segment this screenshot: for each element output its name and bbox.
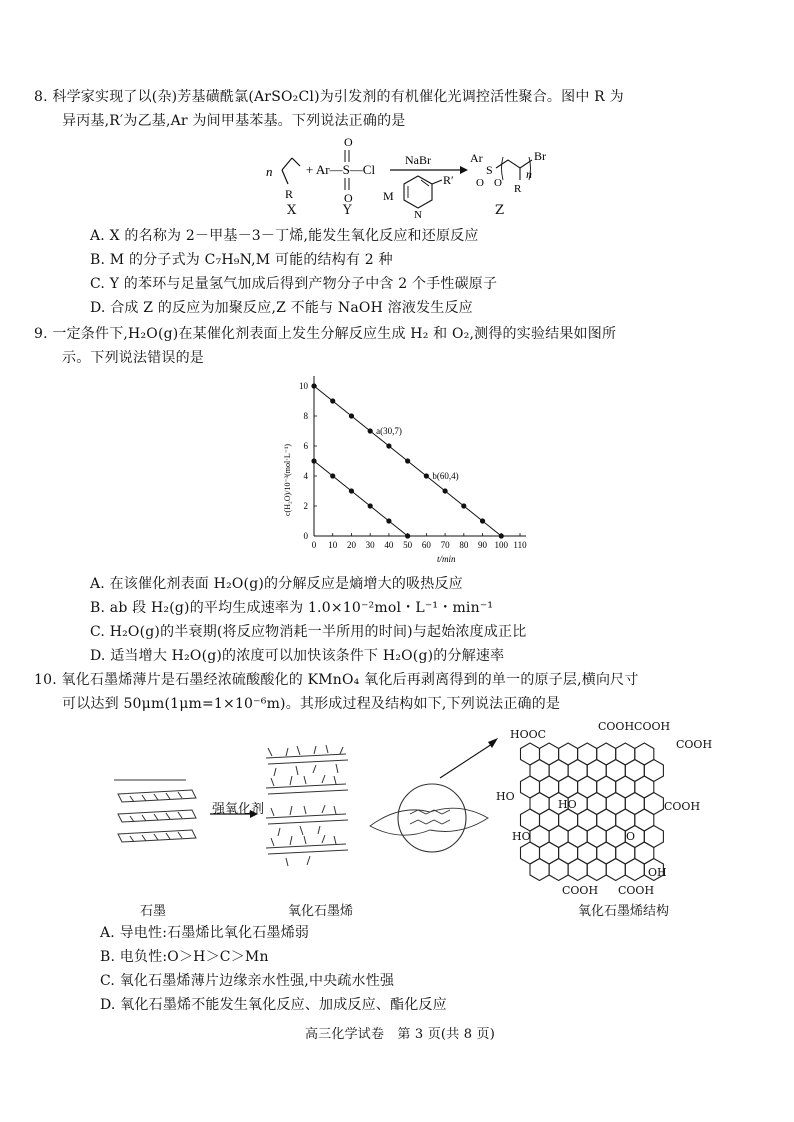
q8-option-a: A. X 的名称为 2－甲基－3－丁烯,能发生氧化反应和还原反应 xyxy=(90,228,479,244)
single-sheet-image xyxy=(370,784,488,852)
polymer-o2: O xyxy=(494,177,502,189)
y-tick-label: 10 xyxy=(299,381,308,391)
lattice-hexagon xyxy=(549,859,568,881)
q8-option-d: D. 合成 Z 的反应为加聚反应,Z 不能与 NaOH 溶液发生反应 xyxy=(90,300,473,316)
label-hooc-top: HOOC xyxy=(510,728,547,741)
x-tick-label: 10 xyxy=(328,540,338,550)
page-footer: 高三化学试卷 第 3 页(共 8 页) xyxy=(305,1027,496,1042)
label-oh-bottom: OH xyxy=(648,866,667,879)
label-cooh-right-top: COOH xyxy=(676,738,713,751)
data-point-lower xyxy=(368,503,373,508)
label-cooh-bottom-left: COOH xyxy=(562,884,599,897)
polymer-s: S xyxy=(486,163,493,177)
y-tick-label: 4 xyxy=(303,471,308,481)
q10-stem-line1: 10. 氧化石墨烯薄片是石墨经浓硫酸酸化的 KMnO₄ 氧化后再剥离得到的单一的原子层,横向尺寸 xyxy=(34,672,639,688)
polymer-n: n xyxy=(526,167,532,181)
q9-option-c: C. H₂O(g)的半衰期(将反应物消耗一半所用的时间)与起始浓度成正比 xyxy=(90,624,527,640)
label-x: X xyxy=(287,203,297,218)
x-tick-label: 50 xyxy=(403,540,413,550)
go-structure-lattice xyxy=(521,743,664,881)
monomer-r: R xyxy=(285,187,294,201)
data-point-upper xyxy=(368,428,373,433)
reagent-y-formula: + Ar—S—Cl xyxy=(306,162,376,177)
pyridine-m-structure xyxy=(404,176,442,208)
data-point-upper xyxy=(330,398,335,403)
lattice-hexagon xyxy=(568,859,587,881)
data-point-lower xyxy=(386,518,391,523)
pyridine-n: N xyxy=(414,209,422,221)
q9-option-a: A. 在该催化剂表面 H₂O(g)的分解反应是熵增大的吸热反应 xyxy=(90,576,463,592)
q9-option-b: B. ab 段 H₂(g)的平均生成速率为 1.0×10⁻²mol・L⁻¹・min⁻¹ xyxy=(90,600,494,616)
label-cooh-right-mid: COOH xyxy=(664,800,701,813)
data-point-upper xyxy=(386,443,391,448)
y-tick-label: 8 xyxy=(303,411,308,421)
graphite-layers-image xyxy=(114,780,196,842)
annotation-point: b(60,4) xyxy=(432,471,459,481)
y-axis-title: c(H₂O)/10⁻³(mol·L⁻¹) xyxy=(283,443,292,516)
monomer-n: n xyxy=(266,164,273,179)
caption-oxidant: 强氧化剂 xyxy=(212,802,265,817)
label-y: Y xyxy=(343,203,352,218)
q10-option-a: A. 导电性:石墨烯比氧化石墨烯弱 xyxy=(100,925,310,941)
x-tick-label: 60 xyxy=(421,540,431,550)
data-point-lower xyxy=(311,458,316,463)
caption-go-structure: 氧化石墨烯结构 xyxy=(578,904,670,919)
data-point-upper xyxy=(311,383,316,388)
data-point-lower xyxy=(405,533,410,538)
data-point-lower xyxy=(349,488,354,493)
data-point-upper xyxy=(424,473,429,478)
polymer-r: R xyxy=(514,183,522,195)
label-m: M xyxy=(383,189,394,203)
q10-option-c: C. 氧化石墨烯薄片边缘亲水性强,中央疏水性强 xyxy=(100,973,395,989)
caption-go: 氧化石墨烯 xyxy=(288,904,354,919)
q8-stem-line2: 异丙基,R′为乙基,Ar 为间甲基苯基。下列说法正确的是 xyxy=(62,113,406,129)
label-cooh-bottom-right: COOH xyxy=(618,884,655,897)
x-tick-label: 90 xyxy=(478,540,488,550)
x-tick-label: 100 xyxy=(494,540,509,550)
q8-option-c: C. Y 的苯环与足量氢气加成后得到产物分子中含 2 个手性碳原子 xyxy=(90,276,498,292)
data-point-upper xyxy=(461,503,466,508)
decay-chart xyxy=(280,370,530,570)
y-tick-label: 2 xyxy=(303,501,308,511)
q9-stem-line1: 9. 一定条件下,H₂O(g)在某催化剂表面上发生分解反应生成 H₂ 和 O₂,测得的实验结果如图所 xyxy=(34,326,617,342)
y-tick-label: 0 xyxy=(303,531,308,541)
x-tick-label: 110 xyxy=(513,540,527,550)
y-tick-label: 6 xyxy=(303,441,308,451)
caption-graphite: 石墨 xyxy=(140,904,167,919)
label-ho-mid: HO xyxy=(558,798,577,811)
q8-stem-line1: 8. 科学家实现了以(杂)芳基磺酰氯(ArSO₂Cl)为引发剂的有机催化光调控活性聚合。图中 R 为 xyxy=(34,89,624,105)
polymer-ar: Ar xyxy=(470,151,483,165)
data-point-upper xyxy=(405,458,410,463)
pyridine-r-prime: R′ xyxy=(443,173,454,187)
monomer-x-structure xyxy=(282,158,300,184)
lattice-hexagon xyxy=(530,859,549,881)
x-tick-label: 20 xyxy=(346,540,356,550)
sulfonyl-o-bottom: O xyxy=(344,191,353,205)
label-ho-left: HO xyxy=(496,790,515,803)
data-point-upper xyxy=(349,413,354,418)
x-tick-label: 30 xyxy=(365,540,375,550)
polymer-o1: O xyxy=(476,177,484,189)
reagent-nabr: NaBr xyxy=(405,153,431,167)
data-point-upper xyxy=(480,518,485,523)
lattice-hexagon xyxy=(625,859,644,881)
x-tick-label: 40 xyxy=(384,540,394,550)
series-line-lower xyxy=(314,461,408,536)
q10-option-b: B. 电负性:O＞H＞C＞Mn xyxy=(100,949,269,965)
q10-option-d: D. 氧化石墨烯不能发生氧化反应、加成反应、酯化反应 xyxy=(100,997,447,1013)
x-tick-label: 70 xyxy=(440,540,450,550)
lattice-hexagon xyxy=(606,859,625,881)
label-ho-bottom: HO xyxy=(512,830,531,843)
label-o-epoxy: O xyxy=(626,830,636,843)
x-tick-label: 0 xyxy=(311,540,317,550)
x-tick-label: 80 xyxy=(459,540,469,550)
q8-option-b: B. M 的分子式为 C₇H₉N,M 可能的结构有 2 种 xyxy=(90,252,393,268)
go-layers-image xyxy=(266,745,348,866)
data-point-upper xyxy=(442,488,447,493)
label-coohcooh-top: COOHCOOH xyxy=(598,720,671,733)
annotation-point: a(30,7) xyxy=(376,426,402,436)
data-point-lower xyxy=(330,473,335,478)
q10-stem-line2: 可以达到 50μm(1μm=1×10⁻⁶m)。其形成过程及结构如下,下列说法正确的是 xyxy=(62,696,561,712)
lattice-hexagon xyxy=(587,859,606,881)
label-z: Z xyxy=(495,203,505,218)
data-point-upper xyxy=(499,533,504,538)
q9-option-d: D. 适当增大 H₂O(g)的浓度可以加快该条件下 H₂O(g)的分解速率 xyxy=(90,648,505,664)
polymer-br: Br xyxy=(534,149,546,163)
q9-stem-line2: 示。下列说法错误的是 xyxy=(62,350,204,366)
sulfonyl-o-top: O xyxy=(344,135,353,149)
x-axis-title: t/min xyxy=(437,554,456,564)
